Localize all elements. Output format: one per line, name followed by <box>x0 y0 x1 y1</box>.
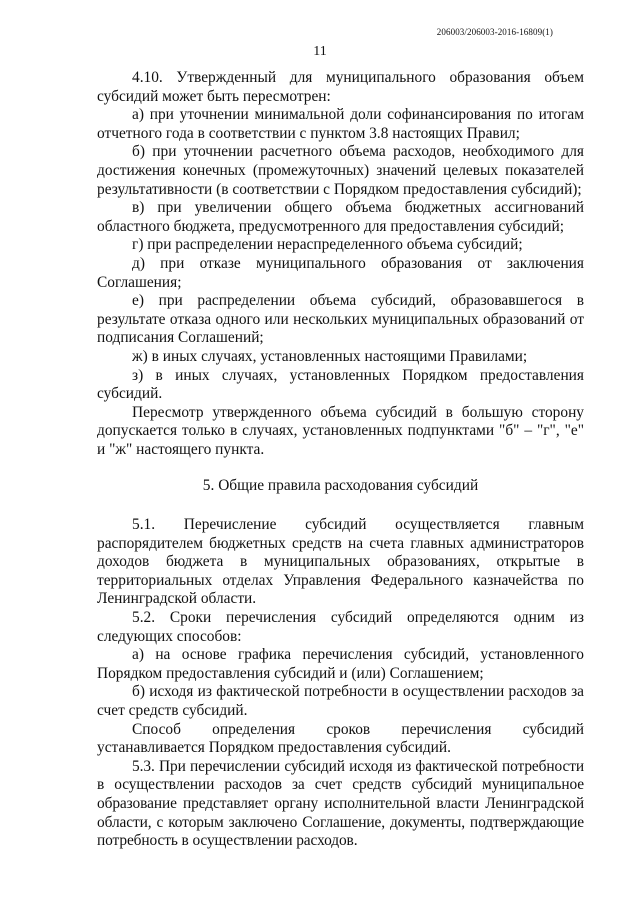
paragraph-5-1: 5.1. Перечисление субсидий осуществляется главным распорядителем бюджетных средств на счета главных администраторов доходов бюджета в муниципальных образованиях, открытые в территориальных отделах Управления Федерального казначейства по Ленинградской области. <box>97 516 584 608</box>
paragraph-method: Способ определения сроков перечисления субсидий устанавливается Порядком предоставления субсидий. <box>97 720 584 757</box>
list-item-5-2-b: б) исходя из фактической потребности в осуществлении расходов за счет средств субсидий. <box>97 683 584 719</box>
list-item-5-2-a: а) на основе графика перечисления субсидий, установленного Порядком предоставления субсидий и (или) Соглашением; <box>97 646 584 682</box>
document-id: 206003/206003-2016-16809(1) <box>436 27 553 37</box>
section-heading-5: 5. Общие правила расходования субсидий <box>202 477 479 495</box>
list-item-4-10-z: з) в иных случаях, установленных Порядком предоставления субсидий. <box>97 366 584 403</box>
paragraph-5-2: 5.2. Сроки перечисления субсидий определяются одним из следующих способов: <box>97 609 584 645</box>
paragraph-revision: Пересмотр утвержденного объема субсидий в большую сторону допускается только в случаях, установленных подпунктами "б" – "г", "е" и "ж" настоящего пункта. <box>97 403 584 458</box>
list-item-4-10-d: д) при отказе муниципального образования от заключения Соглашения; <box>97 254 584 291</box>
page-number: 11 <box>313 44 327 59</box>
list-item-4-10-e: е) при распределении объема субсидий, образовавшегося в результате отказа одного или нескольких муниципальных образований от подписания Соглашений; <box>97 292 584 347</box>
list-item-4-10-zh: ж) в иных случаях, установленных настоящими Правилами; <box>132 347 528 365</box>
list-item-4-10-v: в) при увеличении общего объема бюджетных ассигнований областного бюджета, предусмотренного для предоставления субсидий; <box>97 199 584 235</box>
list-item-4-10-b: б) при уточнении расчетного объема расходов, необходимого для достижения конечных (промежуточных) значений целевых показателей результативности (в соответствии с Порядком предоставления субсидий); <box>97 143 584 198</box>
document-body <box>97 69 584 851</box>
list-item-4-10-a: а) при уточнении минимальной доли софинансирования по итогам отчетного года в соответствии с пунктом 3.8 настоящих Правил; <box>97 106 584 142</box>
paragraph-4-10-intro: 4.10. Утвержденный для муниципального образования объем субсидий может быть пересмотрен: <box>97 69 584 105</box>
paragraph-5-3: 5.3. При перечислении субсидий исходя из фактической потребности в осуществлении расходов за счет средств субсидий муниципальное образование представляет органу исполнительной власти Ленинградской области, с которым заключено Соглашение, документы, подтверждающие потребность в осуществлении расходов. <box>97 757 584 850</box>
list-item-4-10-g: г) при распределении нераспределенного объема субсидий; <box>132 236 523 254</box>
